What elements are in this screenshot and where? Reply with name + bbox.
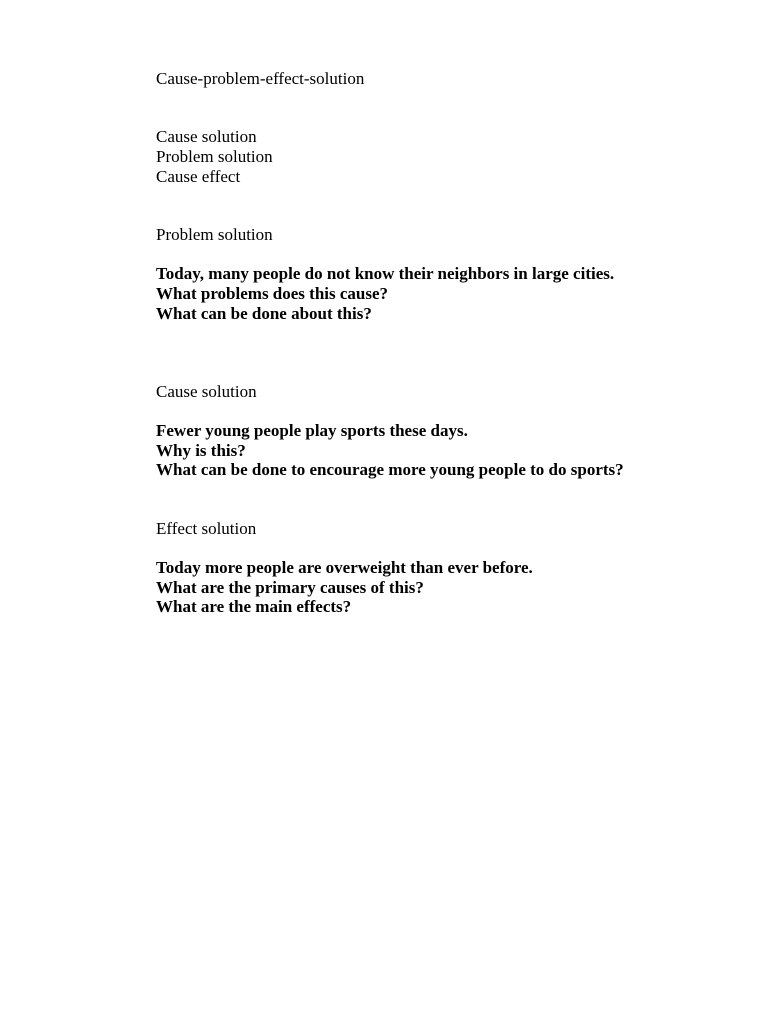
type-list-item: Problem solution bbox=[156, 147, 273, 166]
prompt-line: Today more people are overweight than ever before. bbox=[156, 558, 533, 577]
section-heading: Effect solution bbox=[156, 519, 257, 538]
prompt-line: What problems does this cause? bbox=[156, 284, 389, 303]
prompt-line: What are the primary causes of this? bbox=[156, 578, 424, 597]
prompt-line: What can be done about this? bbox=[156, 304, 372, 323]
prompt-line: Fewer young people play sports these days. bbox=[156, 421, 468, 440]
type-list-item: Cause solution bbox=[156, 127, 257, 146]
prompt-line: What can be done to encourage more young people to do sports? bbox=[156, 460, 624, 479]
section-heading: Problem solution bbox=[156, 225, 273, 244]
section-heading: Cause solution bbox=[156, 382, 257, 401]
prompt-line: Today, many people do not know their neighbors in large cities. bbox=[156, 264, 615, 283]
prompt-line: What are the main effects? bbox=[156, 597, 352, 616]
type-list-item: Cause effect bbox=[156, 167, 241, 186]
prompt-line: Why is this? bbox=[156, 441, 246, 460]
document-title: Cause-problem-effect-solution bbox=[156, 69, 365, 88]
